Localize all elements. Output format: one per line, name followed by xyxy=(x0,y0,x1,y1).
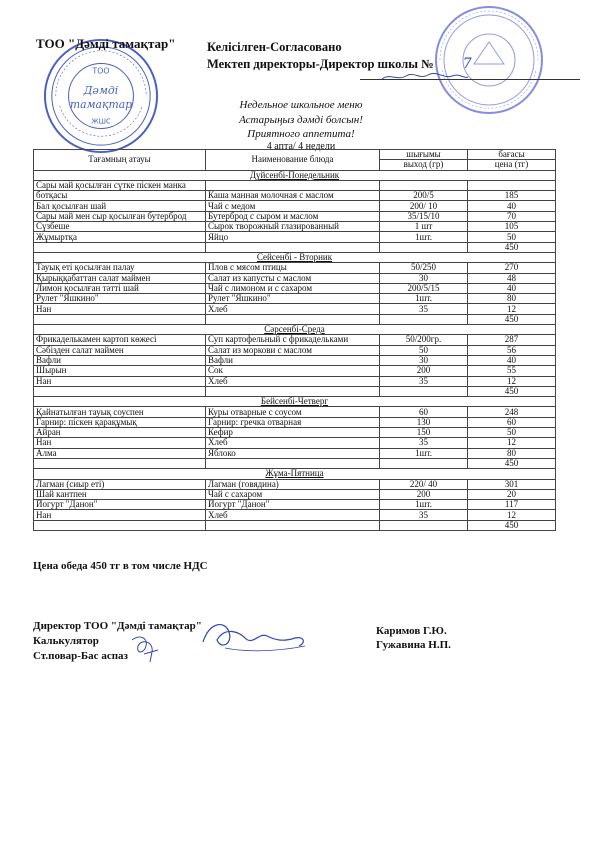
output-cell: 35 xyxy=(380,510,468,520)
output-cell: 200 xyxy=(380,366,468,376)
table-row xyxy=(34,407,556,417)
price-cell: 287 xyxy=(468,335,556,345)
dish-kz-cell: Сәбізден салат маймен xyxy=(34,345,206,355)
approval-label: Келісілген-Согласовано xyxy=(207,40,342,54)
price-cell: 248 xyxy=(468,407,556,417)
dish-kz-cell: Фрикаделькамен картоп көжесі xyxy=(34,335,206,345)
dish-kz-cell: Нан xyxy=(34,304,206,314)
dish-ru-cell: Суп картофельный с фрикадельками xyxy=(206,335,380,345)
output-cell: 1шт. xyxy=(380,500,468,510)
price-cell: 450 xyxy=(468,242,556,252)
table-row xyxy=(34,314,556,324)
table-row xyxy=(34,335,556,345)
day-row xyxy=(34,325,556,335)
price-cell: 117 xyxy=(468,500,556,510)
price-cell: 450 xyxy=(468,386,556,396)
dish-kz-cell: Сары май қосылған сүтке піскен манка xyxy=(34,180,206,190)
price-cell: 80 xyxy=(468,294,556,304)
table-row xyxy=(34,510,556,520)
svg-text:Дәмді: Дәмді xyxy=(83,84,119,98)
table-row xyxy=(34,438,556,448)
dish-ru-cell: Сок xyxy=(206,366,380,376)
dish-ru-cell: Вафли xyxy=(206,355,380,365)
price-cell: 56 xyxy=(468,345,556,355)
price-cell: 450 xyxy=(468,458,556,468)
dish-kz-cell: Шырын xyxy=(34,366,206,376)
dish-kz-cell: Гарнир: піскен қарақұмық xyxy=(34,417,206,427)
dish-ru-cell xyxy=(206,458,380,468)
dish-kz-cell: Йогурт "Данон" xyxy=(34,500,206,510)
table-row xyxy=(34,345,556,355)
output-cell: 200 xyxy=(380,489,468,499)
dish-ru-cell: Хлеб xyxy=(206,376,380,386)
dish-ru-cell: Хлеб xyxy=(206,438,380,448)
wish-ru: Приятного аппетита! xyxy=(247,128,355,140)
dish-ru-cell: Салат из моркови с маслом xyxy=(206,345,380,355)
dish-ru-cell xyxy=(206,242,380,252)
output-cell xyxy=(380,386,468,396)
dish-kz-cell: Жұмыртқа xyxy=(34,232,206,242)
dish-ru-cell: Плов с мясом птицы xyxy=(206,263,380,273)
wish-kz: Астарыңыз дәмді болсын! xyxy=(239,114,363,126)
svg-text:тамақтар: тамақтар xyxy=(69,97,133,111)
table-row xyxy=(34,355,556,365)
output-cell: 35/15/10 xyxy=(380,211,468,221)
dish-kz-cell: Шай кантпен xyxy=(34,489,206,499)
dish-ru-cell: Кефир xyxy=(206,428,380,438)
output-cell xyxy=(380,314,468,324)
menu-table xyxy=(33,149,556,531)
price-cell: 301 xyxy=(468,479,556,489)
price-cell: 60 xyxy=(468,417,556,427)
director-label: Директор ТОО "Дәмді тамақтар" xyxy=(33,620,202,632)
table-row xyxy=(34,211,556,221)
dish-kz-cell: Айран xyxy=(34,428,206,438)
table-row xyxy=(34,273,556,283)
day-title: Сейсенбі - Вторник xyxy=(34,252,556,262)
director-signature xyxy=(380,71,470,83)
dish-kz-cell: Лагман (сиыр еті) xyxy=(34,479,206,489)
dish-ru-cell: Чай с сахаром xyxy=(206,489,380,499)
price-cell xyxy=(468,180,556,190)
table-row xyxy=(34,242,556,252)
table-row xyxy=(34,366,556,376)
output-cell: 50/200гр. xyxy=(380,335,468,345)
dish-ru-cell: Салат из капусты с маслом xyxy=(206,273,380,283)
dish-kz-cell: Нан xyxy=(34,438,206,448)
table-row xyxy=(34,283,556,293)
cook-signature xyxy=(128,632,168,666)
price-cell: 12 xyxy=(468,438,556,448)
header-dish-ru: Наименование блюда xyxy=(206,150,380,171)
day-row xyxy=(34,252,556,262)
price-cell: 450 xyxy=(468,520,556,530)
dish-ru-cell xyxy=(206,314,380,324)
dish-kz-cell: Бал қосылған шай xyxy=(34,201,206,211)
dish-ru-cell: Чай с лимоном и с сахаром xyxy=(206,283,380,293)
table-row xyxy=(34,448,556,458)
output-cell: 35 xyxy=(380,438,468,448)
dish-ru-cell: Куры отварные с соусом xyxy=(206,407,380,417)
table-row xyxy=(34,201,556,211)
director-name: Каримов Г.Ю. xyxy=(376,625,447,637)
dish-kz-cell xyxy=(34,242,206,252)
dish-ru-cell: Гарнир: гречка отварная xyxy=(206,417,380,427)
table-row xyxy=(34,376,556,386)
table-row xyxy=(34,520,556,530)
dish-kz-cell xyxy=(34,314,206,324)
output-cell: 50/250 xyxy=(380,263,468,273)
table-row xyxy=(34,304,556,314)
header-dish-kz: Тағамның атауы xyxy=(34,150,206,171)
price-cell: 55 xyxy=(468,366,556,376)
table-row xyxy=(34,489,556,499)
dish-kz-cell: Нан xyxy=(34,376,206,386)
price-cell: 80 xyxy=(468,448,556,458)
dish-ru-cell: Рулет "Яшкино" xyxy=(206,294,380,304)
dish-kz-cell: Сүзбеше xyxy=(34,222,206,232)
table-row xyxy=(34,263,556,273)
dish-kz-cell xyxy=(34,458,206,468)
price-cell: 50 xyxy=(468,428,556,438)
table-row xyxy=(34,191,556,201)
company-name: ТОО "Дәмді тамақтар" xyxy=(36,36,176,51)
price-cell: 270 xyxy=(468,263,556,273)
output-cell: 35 xyxy=(380,304,468,314)
price-cell: 185 xyxy=(468,191,556,201)
output-cell: 30 xyxy=(380,273,468,283)
dish-kz-cell: Нан xyxy=(34,510,206,520)
dish-ru-cell: Лагман (говядина) xyxy=(206,479,380,489)
table-row xyxy=(34,479,556,489)
dish-ru-cell: Бутерброд с сыром и маслом xyxy=(206,211,380,221)
day-title: Жұма-Пятница xyxy=(34,469,556,479)
output-cell xyxy=(380,242,468,252)
output-cell: 1шт. xyxy=(380,294,468,304)
output-cell xyxy=(380,458,468,468)
price-cell: 20 xyxy=(468,489,556,499)
table-row xyxy=(34,500,556,510)
output-cell xyxy=(380,520,468,530)
dish-ru-cell: Хлеб xyxy=(206,510,380,520)
output-cell: 200/5/15 xyxy=(380,283,468,293)
dish-ru-cell xyxy=(206,520,380,530)
dish-kz-cell: Вафли xyxy=(34,355,206,365)
output-cell: 130 xyxy=(380,417,468,427)
price-cell: 12 xyxy=(468,376,556,386)
dish-kz-cell: Қырыққабаттан салат маймен xyxy=(34,273,206,283)
school-director-label: Мектеп директоры-Директор школы № 7 xyxy=(207,56,472,72)
dish-kz-cell: Алма xyxy=(34,448,206,458)
header-output-kz: шығымы xyxy=(380,150,468,160)
table-row xyxy=(34,232,556,242)
svg-text:ТОО: ТОО xyxy=(92,66,110,76)
dish-ru-cell: Хлеб xyxy=(206,304,380,314)
output-cell: 30 xyxy=(380,355,468,365)
dish-ru-cell xyxy=(206,386,380,396)
dish-kz-cell xyxy=(34,520,206,530)
dish-kz-cell xyxy=(34,386,206,396)
dish-ru-cell: Чай с медом xyxy=(206,201,380,211)
header-output-ru: выход (гр) xyxy=(380,160,468,170)
dish-kz-cell: Қайнатылған тауық соуспен xyxy=(34,407,206,417)
calculator-label: Калькулятор xyxy=(33,635,99,647)
output-cell: 200/5 xyxy=(380,191,468,201)
dish-ru-cell: Йогурт "Данон" xyxy=(206,500,380,510)
dish-ru-cell: Яблоко xyxy=(206,448,380,458)
dish-kz-cell: Рулет "Яшкино" xyxy=(34,294,206,304)
table-row xyxy=(34,386,556,396)
dish-kz-cell: Сары май мен сыр қосылған бутерброд xyxy=(34,211,206,221)
svg-text:ЖШС: ЖШС xyxy=(91,117,111,126)
output-cell: 60 xyxy=(380,407,468,417)
dish-ru-cell: Яйцо xyxy=(206,232,380,242)
output-cell xyxy=(380,180,468,190)
table-row xyxy=(34,458,556,468)
price-cell: 40 xyxy=(468,355,556,365)
table-row xyxy=(34,222,556,232)
dish-kz-cell: ботқасы xyxy=(34,191,206,201)
output-cell: 220/ 40 xyxy=(380,479,468,489)
dish-ru-cell: Каша манная молочная с маслом xyxy=(206,191,380,201)
price-cell: 12 xyxy=(468,304,556,314)
table-header-row xyxy=(34,150,556,160)
dish-ru-cell: Сырок творожный глазированный xyxy=(206,222,380,232)
output-cell: 1 шт xyxy=(380,222,468,232)
output-cell: 35 xyxy=(380,376,468,386)
school-number: 7 xyxy=(462,56,472,72)
dish-kz-cell: Лимон қосылған тәтті шай xyxy=(34,283,206,293)
price-cell: 40 xyxy=(468,201,556,211)
day-title: Бейсенбі-Четверг xyxy=(34,397,556,407)
price-cell: 12 xyxy=(468,510,556,520)
price-cell: 105 xyxy=(468,222,556,232)
dish-kz-cell: Тауық еті қосылған палау xyxy=(34,263,206,273)
table-row xyxy=(34,180,556,190)
dish-ru-cell xyxy=(206,180,380,190)
day-title: Дүйсенбі-Понедельник xyxy=(34,170,556,180)
menu-title: Недельное школьное меню xyxy=(239,99,363,111)
price-note: Цена обеда 450 тг в том числе НДС xyxy=(33,560,208,572)
day-row xyxy=(34,397,556,407)
cook-label: Ст.повар-Бас аспаз xyxy=(33,650,128,662)
output-cell: 1шт. xyxy=(380,448,468,458)
day-row xyxy=(34,469,556,479)
price-cell: 70 xyxy=(468,211,556,221)
price-cell: 450 xyxy=(468,314,556,324)
header-price-kz: бағасы xyxy=(468,150,556,160)
table-row xyxy=(34,417,556,427)
table-row xyxy=(34,428,556,438)
table-row xyxy=(34,294,556,304)
output-cell: 200/ 10 xyxy=(380,201,468,211)
price-cell: 50 xyxy=(468,232,556,242)
calculator-name: Гужавина Н.П. xyxy=(376,639,451,651)
output-cell: 1шт. xyxy=(380,232,468,242)
price-cell: 48 xyxy=(468,273,556,283)
week-label: 4 апта/ 4 недели xyxy=(266,141,336,152)
day-row xyxy=(34,170,556,180)
output-cell: 50 xyxy=(380,345,468,355)
header-price-ru: цена (тг) xyxy=(468,160,556,170)
output-cell: 150 xyxy=(380,428,468,438)
price-cell: 40 xyxy=(468,283,556,293)
handwritten-signature xyxy=(195,612,315,662)
day-title: Сәрсенбі-Среда xyxy=(34,325,556,335)
